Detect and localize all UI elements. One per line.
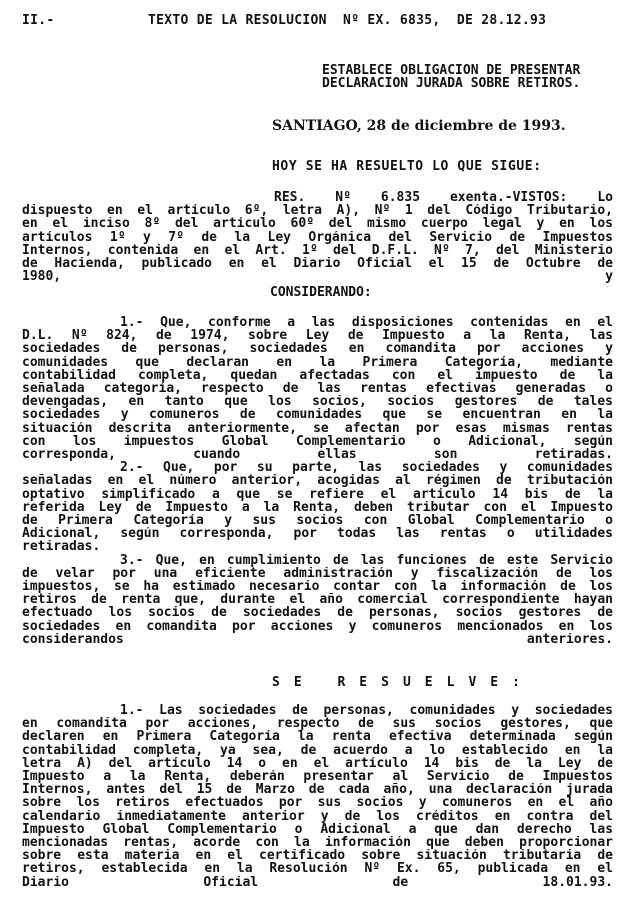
text-line: de Hacienda, publicado en el Diario Oficial el 15 de Octubre de	[22, 257, 613, 271]
text-line: RES. Nº 6.835 exenta.-VISTOS: Lo	[274, 191, 613, 205]
text-line: impuestos, se ha estimado necesario contar con la información de los	[22, 580, 613, 594]
considerando-heading: CONSIDERANDO:	[270, 285, 372, 300]
text-line: Adicional, según corresponda, por todas las rentas o utilidades	[22, 527, 613, 541]
text-line: con los impuestos Global Complementario o Adicional, según	[22, 434, 613, 449]
text-line: sobre los retiros efectuados por sus socios y comuneros en el año	[22, 796, 613, 810]
text-line: Impuesto a la Renta, deberán presentar al Servicio de Impuestos	[22, 770, 613, 784]
text-line: retiros de renta que, durante el año comercial correspondiente hayan	[22, 593, 613, 607]
text-line: de velar por una eficiente administración y fiscalización de los	[22, 566, 613, 581]
text-line: D.L. Nº 824, de 1974, sobre Ley de Impuesto a la Renta, las	[22, 329, 613, 343]
text-line: considerandos anteriores.	[22, 632, 613, 647]
text-line: devengadas, en tanto que los socios, socios gestores de tales	[22, 395, 613, 409]
text-line: situación descrita anteriormente, se afectan por esas mismas rentas	[22, 421, 613, 435]
resolution-title: TEXTO DE LA RESOLUCION Nº EX. 6835, DE 28.12.93	[148, 13, 547, 28]
text-line: 2.- Que, por su parte, las sociedades y comunidades	[120, 461, 613, 475]
resolution-subject	[322, 64, 580, 90]
text-line: sobre esta materia en el certificado sobre situación tributaria de	[22, 849, 613, 863]
text-line: sociedades y comuneros de comunidades que se encuentran en la	[22, 408, 613, 422]
text-line: efectuado los socios de sociedades de personas, socios gestores de	[22, 606, 613, 620]
text-line: retiradas.	[22, 540, 101, 554]
text-line: artículos 1º y 7º de la Ley Orgánica del Servicio de Impuestos	[22, 230, 613, 244]
text-line: en comandita por acciones, respecto de sus socios gestores, que	[22, 717, 613, 731]
text-line: Impuesto Global Complementario o Adicional a que dan derecho las	[22, 822, 613, 837]
text-line: referida Ley de Impuesto a la Renta, deben tributar con el Impuesto	[22, 500, 613, 515]
text-line: mencionadas rentas, acorde con la información que deben proporcionar	[22, 836, 613, 850]
text-line: letra A) del artículo 14 o en el artículo 14 bis de la Ley de	[22, 756, 613, 771]
section-number: II.-	[22, 13, 55, 28]
text-line: de Primera Categoría y sus socios con Global Complementario o	[22, 514, 613, 528]
text-line: comunidades que declaran en la Primera Categoría, mediante	[22, 355, 613, 369]
text-line: retiros, establecida en la Resolución Nº Ex. 65, publicada en el	[22, 862, 613, 876]
resuelve-heading: SE RESUELVE:	[272, 675, 534, 690]
text-line: señalada categoría, respecto de las rentas efectivas generadas o	[22, 382, 613, 396]
text-line: 1980, y	[22, 270, 613, 284]
text-line: corresponda, cuando ellas son retiradas.	[22, 448, 613, 462]
vistos-paragraph	[22, 191, 613, 283]
text-line: 1.- Que, conforme a las disposiciones contenidas en el	[120, 316, 613, 330]
text-line: 1.- Las sociedades de personas, comunidades y sociedades	[120, 704, 613, 718]
subject-line: ESTABLECE OBLIGACION DE PRESENTAR	[322, 63, 581, 78]
subject-line: DECLARACION JURADA SOBRE RETIROS.	[322, 76, 581, 92]
text-line: Diario Oficial de 18.01.93.	[22, 875, 613, 889]
text-line: calendario inmediatamente anterior y de los créditos en contra del	[22, 809, 613, 823]
dateline: SANTIAGO, 28 de diciembre de 1993.	[272, 118, 566, 134]
text-line: señaladas en el número anterior, acogidas al régimen de tributación	[22, 474, 613, 488]
text-line: sociedades de personas, sociedades en comandita por acciones y	[22, 342, 613, 356]
text-line: 3.- Que, en cumplimiento de las funciones de este Servicio	[120, 553, 613, 567]
text-line: contabilidad completa, ya sea, de acuerdo a lo establecido en la	[22, 743, 613, 757]
text-line: Internos, antes del 15 de Marzo de cada año, una declaración jurada	[22, 783, 613, 797]
considerando-paragraphs	[22, 316, 613, 646]
text-line: Internos, contenida en el Art. 1º del D.F.L. Nº 7, del Ministerio	[22, 243, 613, 258]
text-line: dispuesto en el artículo 6º, letra A), Nº 1 del Código Tributario,	[22, 204, 613, 218]
text-line: optativo simplificado a que se refiere el artículo 14 bis de la	[22, 487, 613, 501]
text-line: contabilidad completa, quedan afectadas con el impuesto de la	[22, 368, 613, 383]
text-line: sociedades en comandita por acciones y comuneros mencionados en los	[22, 619, 613, 633]
resuelve-paragraphs	[22, 704, 613, 889]
hoy-se-ha-resuelto: HOY SE HA RESUELTO LO QUE SIGUE:	[272, 159, 542, 174]
text-line: declaren en Primera Categoría la renta efectiva determinada según	[22, 730, 613, 744]
text-line: en el inciso 8º del artículo 60º del mismo cuerpo legal y en los	[22, 217, 613, 231]
